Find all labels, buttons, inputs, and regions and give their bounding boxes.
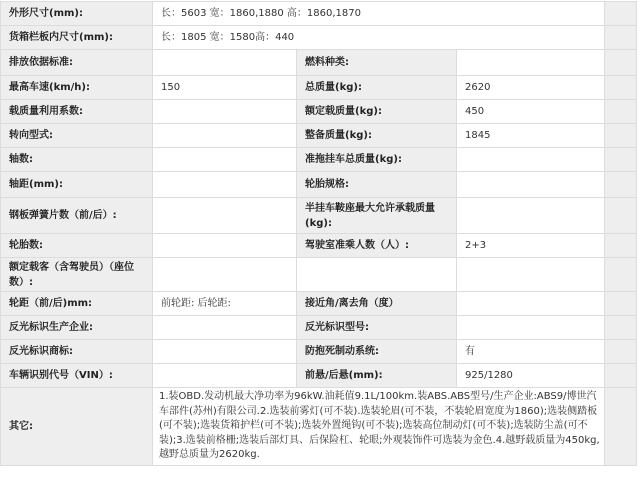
spec-value: 2+3 <box>457 234 605 258</box>
spec-value: 前轮距: 后轮距: <box>153 292 297 316</box>
spec-value <box>153 340 297 364</box>
spec-label: 载质量利用系数: <box>1 100 153 124</box>
table-row <box>1 198 637 234</box>
spec-value <box>153 198 297 234</box>
vehicle-spec-table <box>0 1 637 466</box>
spec-value: 1845 <box>457 124 605 148</box>
spec-value <box>153 148 297 172</box>
spec-label: 最高车速(km/h): <box>1 76 153 100</box>
table-row <box>1 76 637 100</box>
spec-label: 轴数: <box>1 148 153 172</box>
table-row <box>1 50 637 76</box>
spec-value: 有 <box>457 340 605 364</box>
spec-value <box>457 258 605 292</box>
spec-label: 总质量(kg): <box>297 76 457 100</box>
spec-value <box>457 292 605 316</box>
spec-label: 前悬/后悬(mm): <box>297 364 457 388</box>
spec-value <box>457 148 605 172</box>
spec-label: 防抱死制动系统: <box>297 340 457 364</box>
other-label: 其它: <box>1 388 153 466</box>
spec-label: 反光标识生产企业: <box>1 316 153 340</box>
table-row <box>1 172 637 198</box>
spec-value: 长：1805 宽：1580高：440 <box>153 26 605 50</box>
spec-label: 轮胎数: <box>1 234 153 258</box>
spec-value <box>153 234 297 258</box>
spec-label: 车辆识别代号（VIN）: <box>1 364 153 388</box>
spec-label: 半挂车鞍座最大允许承载质量(kg): <box>297 198 457 234</box>
spec-value <box>457 50 605 76</box>
spec-value <box>153 100 297 124</box>
spec-label: 反光标识商标: <box>1 340 153 364</box>
spec-value <box>153 172 297 198</box>
spec-value <box>457 198 605 234</box>
spec-label: 燃料种类: <box>297 50 457 76</box>
table-row <box>1 26 637 50</box>
spec-value: 925/1280 <box>457 364 605 388</box>
spec-value <box>457 172 605 198</box>
spec-value <box>153 316 297 340</box>
table-row <box>1 258 637 292</box>
spec-label: 接近角/离去角（度） <box>297 292 457 316</box>
spec-value <box>153 364 297 388</box>
spec-value: 150 <box>153 76 297 100</box>
spec-value: 2620 <box>457 76 605 100</box>
table-row <box>1 316 637 340</box>
spec-label: 转向型式: <box>1 124 153 148</box>
table-row <box>1 2 637 26</box>
spec-value <box>457 316 605 340</box>
table-row <box>1 100 637 124</box>
spec-label: 外形尺寸(mm): <box>1 2 153 26</box>
spec-label: 排放依据标准: <box>1 50 153 76</box>
table-row <box>1 292 637 316</box>
spec-label: 额定载质量(kg): <box>297 100 457 124</box>
table-row <box>1 388 637 466</box>
spec-value <box>153 258 297 292</box>
spec-label: 额定载客（含驾驶员）（座位数）: <box>1 258 153 292</box>
spec-label: 整备质量(kg): <box>297 124 457 148</box>
spec-label: 轴距(mm): <box>1 172 153 198</box>
table-row <box>1 340 637 364</box>
spec-value: 450 <box>457 100 605 124</box>
spec-label: 钢板弹簧片数（前/后）: <box>1 198 153 234</box>
spec-label: 轮胎规格: <box>297 172 457 198</box>
spec-label: 轮距（前/后)mm: <box>1 292 153 316</box>
table-row <box>1 234 637 258</box>
table-row <box>1 124 637 148</box>
spec-value: 长：5603 宽：1860,1880 高：1860,1870 <box>153 2 605 26</box>
spec-label: 准拖挂车总质量(kg): <box>297 148 457 172</box>
table-row <box>1 364 637 388</box>
spec-label: 反光标识型号: <box>297 316 457 340</box>
spec-label <box>297 258 457 292</box>
other-notes: 1.装OBD.发动机最大净功率为96kW.油耗值9.1L/100km.装ABS.ABS型号/生产企业:ABS9/博世汽车部件(苏州)有限公司.2.选装前雾灯(可不装).选装轮眉(可不装，不装轮眉宽度为1860);选装侧踏板(可不装);选装货箱护栏(可不装);选装外置绳钩(可不装);选装高位制动灯(可不装);选装防尘盖(可不装);3.选装前格栅;选装后部灯具、后保险杠、轮眼;外观装饰件可选装为金色.4.越野载质量为450kg,越野总质量为2620kg. <box>153 388 605 466</box>
table-row <box>1 148 637 172</box>
spec-value <box>153 124 297 148</box>
spec-value <box>153 50 297 76</box>
spec-label: 货箱栏板内尺寸(mm): <box>1 26 153 50</box>
spec-label: 驾驶室准乘人数（人）: <box>297 234 457 258</box>
